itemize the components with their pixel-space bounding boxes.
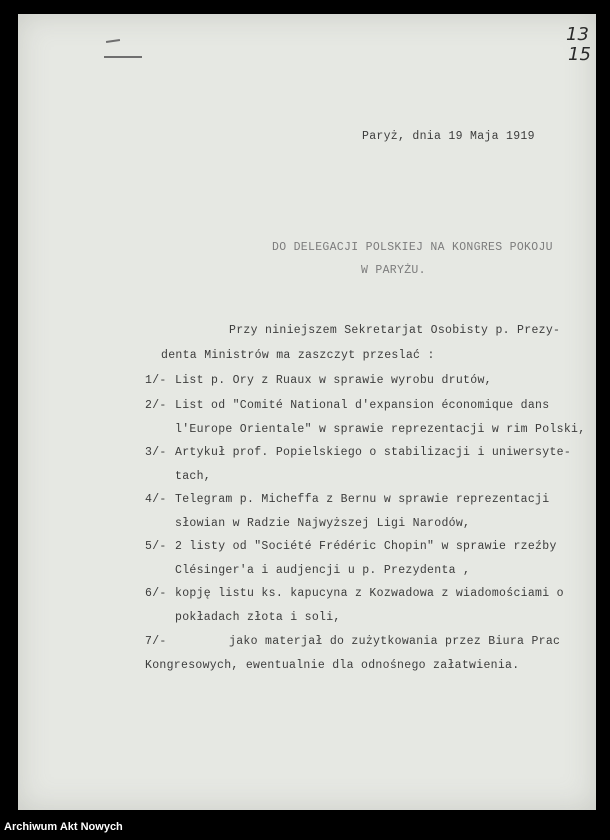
item-number: 3/- — [145, 446, 167, 459]
item-line: jako materjał do zużytkowania przez Biura Prac — [229, 635, 561, 648]
item-number: 6/- — [145, 587, 167, 600]
item-line: Telegram p. Micheffa z Bernu w sprawie reprezentacji — [175, 493, 550, 506]
item-number: 5/- — [145, 540, 167, 553]
item-line: Artykuł prof. Popielskiego o stabilizacji i uniwersyte- — [175, 446, 572, 459]
document-page — [18, 14, 596, 810]
item-line: pokładach złota i soli, — [175, 611, 341, 624]
folio-number-top: 13 — [566, 24, 589, 45]
intro-line-1: Przy niniejszem Sekretarjat Osobisty p. Prezy- — [229, 324, 561, 337]
item-line: Clésinger'a i audjencji u p. Prezydenta , — [175, 564, 471, 577]
item-line: List od "Comité National d'expansion économique dans — [175, 399, 550, 412]
item-number: 7/- — [145, 635, 167, 648]
item-line: kopję listu ks. kapucyna z Kozwadowa z wiadomościami o — [175, 587, 564, 600]
item-line: słowian w Radzie Najwyższej Ligi Narodów, — [175, 517, 471, 530]
item-number: 4/- — [145, 493, 167, 506]
archive-label: Archiwum Akt Nowych — [4, 821, 123, 833]
addressee-line-1: DO DELEGACJI POLSKIEJ NA KONGRES POKOJU — [272, 241, 553, 254]
item-line: List p. Ory z Ruaux w sprawie wyrobu drutów, — [175, 374, 492, 387]
item-number: 1/- — [145, 374, 167, 387]
item-line: Kongresowych, ewentualnie dla odnośnego załatwienia. — [145, 659, 520, 672]
addressee-line-2: W PARYŻU. — [361, 264, 426, 277]
item-line: tach, — [175, 470, 212, 483]
item-line: l'Europe Orientale" w sprawie reprezentacji w rim Polski, — [175, 423, 586, 436]
pencil-mark — [104, 56, 142, 58]
intro-line-2: denta Ministrów ma zaszczyt przeslać : — [161, 349, 435, 362]
item-number: 2/- — [145, 399, 167, 412]
folio-number-bottom: 15 — [568, 44, 591, 65]
pencil-mark — [106, 39, 120, 43]
item-line: 2 listy od "Société Frédéric Chopin" w sprawie rzeźby — [175, 540, 557, 553]
place-date: Paryż, dnia 19 Maja 1919 — [362, 130, 535, 143]
